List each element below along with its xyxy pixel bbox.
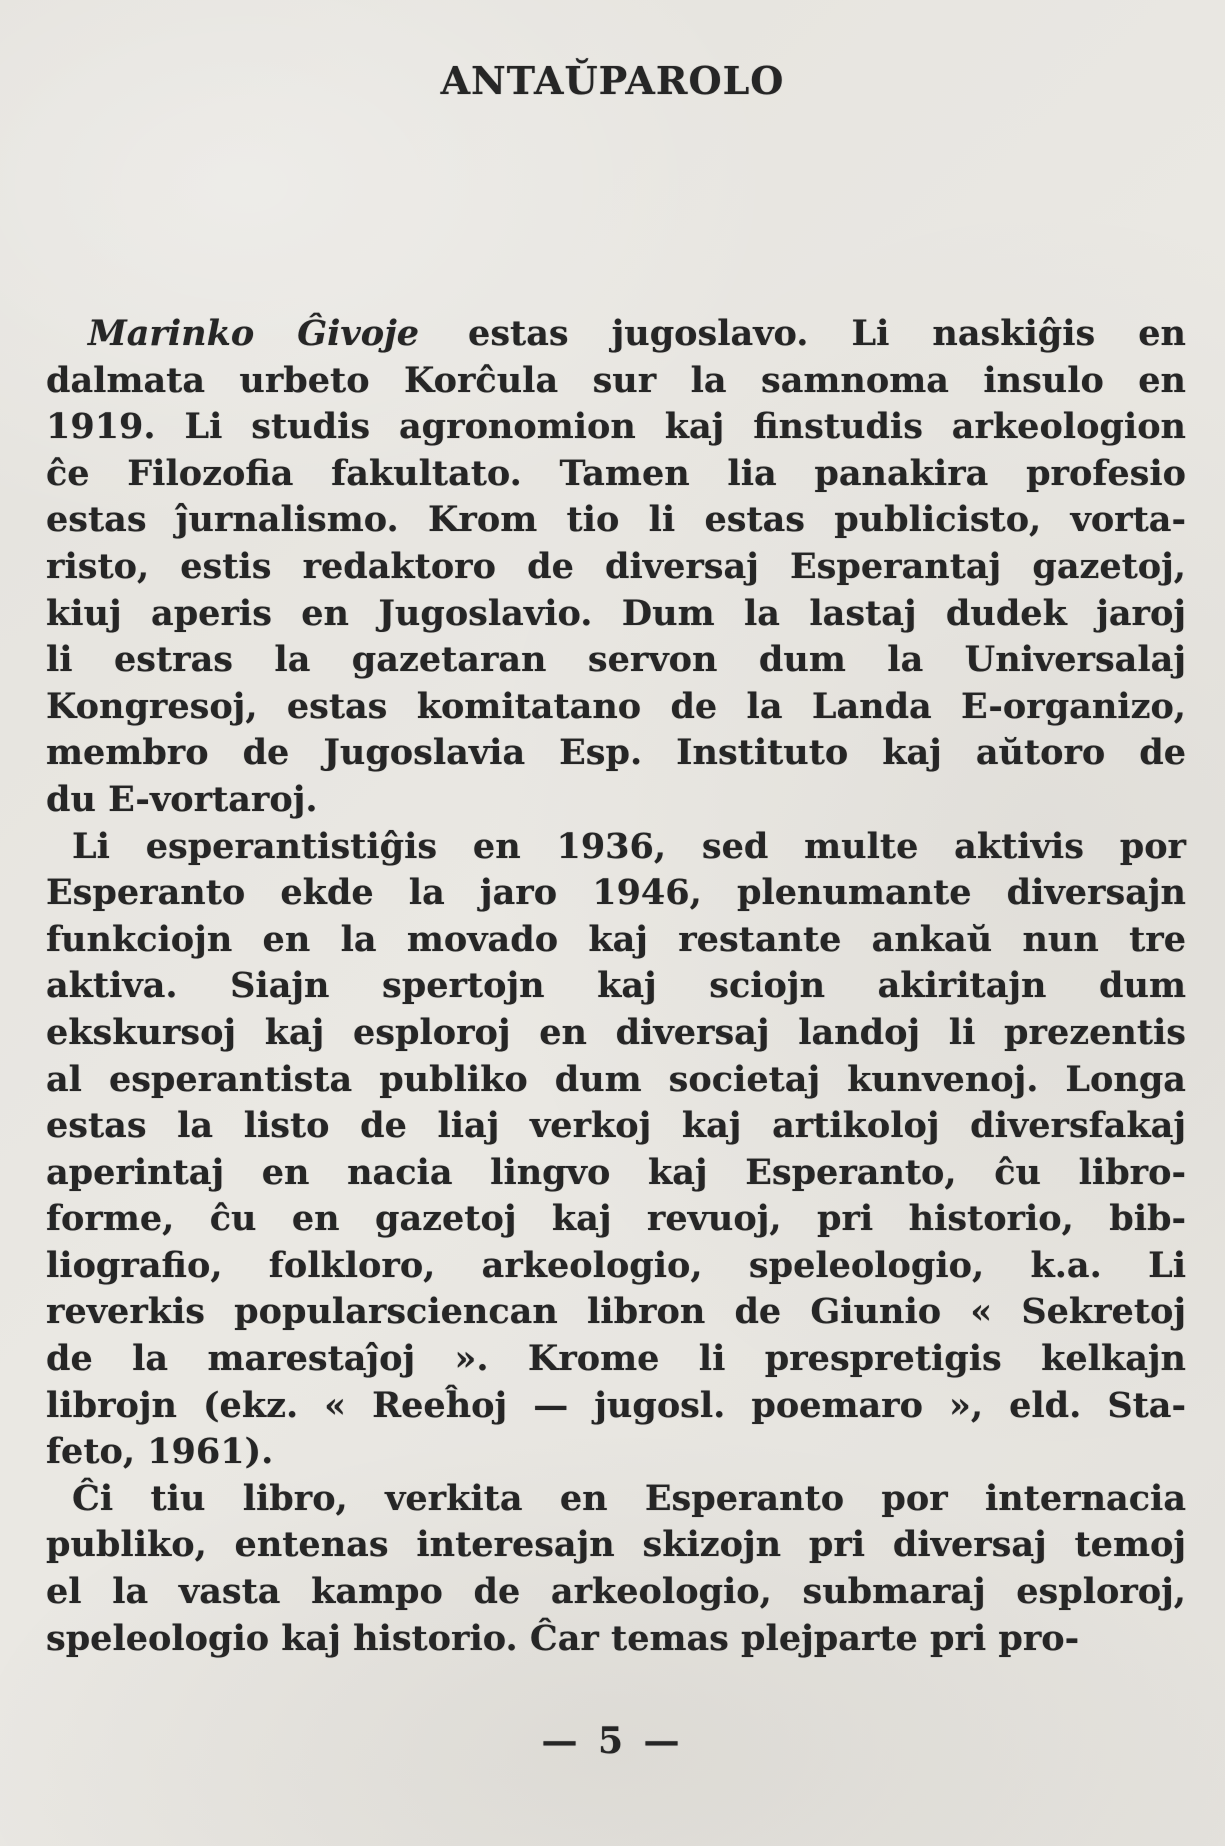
text-line: librojn (ekz. « Reeĥoj — jugosl. poemaro », eld. Sta-	[46, 1384, 1186, 1426]
text-line: 1919. Li studis agronomion kaj finstudis arkeologion	[46, 406, 1186, 448]
text-line: estas la listo de liaj verkoj kaj artikoloj diversfakaj	[46, 1105, 1186, 1147]
text-line: Esperanto ekde la jaro 1946, plenumante diversajn	[46, 872, 1186, 914]
text-line: Ĉi tiu libro, verkita en Esperanto por internacia	[72, 1477, 1186, 1519]
text-line: kiuj aperis en Jugoslavio. Dum la lastaj dudek jaroj	[46, 592, 1186, 634]
text-line: estas ĵurnalismo. Krom tio li estas publicisto, vorta-	[46, 499, 1186, 541]
text-line: liografio, folkloro, arkeologio, speleologio, k.a. Li	[46, 1244, 1186, 1286]
text-line: Kongresoj, estas komitatano de la Landa E-organizo,	[46, 685, 1186, 727]
text-line: aktiva. Siajn spertojn kaj sciojn akiritajn dum	[46, 965, 1186, 1007]
text-line: li estras la gazetaran servon dum la Universalaj	[46, 639, 1186, 681]
text-line: el la vasta kampo de arkeologio, submaraj esploroj,	[46, 1571, 1186, 1613]
text-line: publiko, entenas interesajn skizojn pri diversaj temoj	[46, 1524, 1186, 1566]
text-line: de la marestaĵoj ». Krome li prespretigis kelkajn	[46, 1338, 1186, 1380]
paragraph	[46, 311, 1186, 824]
text-line: forme, ĉu en gazetoj kaj revuoj, pri historio, bib-	[46, 1198, 1186, 1240]
paragraph	[46, 1476, 1186, 1662]
paragraph	[46, 824, 1186, 1476]
text-line: reverkis popularsciencan libron de Giunio « Sekretoj	[46, 1291, 1186, 1333]
text-line: aperintaj en nacia lingvo kaj Esperanto, ĉu libro-	[46, 1151, 1186, 1193]
text-body	[46, 311, 1186, 1662]
text-line: dalmata urbeto Korĉula sur la samnoma insulo en	[46, 359, 1186, 401]
text-line: Marinko Ĝivoje estas jugoslavo. Li naskiĝis en	[88, 313, 1186, 354]
page-number: — 5 —	[541, 1720, 684, 1763]
text-line: Li esperantistiĝis en 1936, sed multe aktivis por	[72, 825, 1186, 867]
text-line: ekskursoj kaj esploroj en diversaj landoj li prezentis	[46, 1011, 1186, 1053]
page-title: ANTAŬPAROLO	[440, 58, 785, 103]
text-line: membro de Jugoslavia Esp. Instituto kaj aŭtoro de	[46, 732, 1186, 774]
text-line: funkciojn en la movado kaj restante ankaŭ nun tre	[46, 918, 1186, 960]
text-line: du E-vortaroj.	[46, 778, 318, 820]
text-line: ĉe Filozofia fakultato. Tamen lia panakira profesio	[46, 452, 1186, 494]
text-line: al esperantista publiko dum societaj kunvenoj. Longa	[46, 1058, 1186, 1100]
text-line: speleologio kaj historio. Ĉar temas plejparte pri pro-	[46, 1617, 1080, 1659]
author-name-italic: Marinko Ĝivoje	[88, 313, 420, 354]
text-line: feto, 1961).	[46, 1431, 274, 1473]
text-line: risto, estis redaktoro de diversaj Esperantaj gazetoj,	[46, 545, 1186, 587]
